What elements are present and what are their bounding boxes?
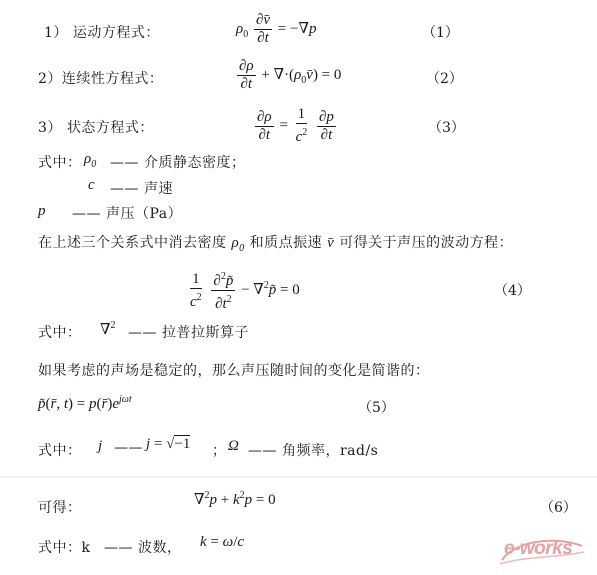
rho0-inline: $\rho_0$: [231, 235, 245, 254]
velocity-inline: v̄: [327, 235, 335, 251]
j-definition: j = √−1: [146, 436, 191, 452]
definitions-prefix-3: 式中：: [38, 443, 82, 459]
helmholtz-equation: $\nabla^2p + k^2p = 0$: [194, 490, 276, 508]
helmholtz-prefix: 可得：: [38, 500, 82, 516]
eq2-number: （2）: [426, 71, 463, 87]
eq1-formula: $\rho_0$ $\frac{\partial v̄}{\partial t}$ = −∇p: [236, 12, 317, 46]
definitions-prefix-2: 式中：: [38, 325, 82, 341]
derivation-part3: 可得关于声压的波动方程：: [339, 235, 514, 251]
eq3-formula: $\frac{\partial\rho}{\partial t}$ = $\frac{1}{c^2}$ $\frac{\partial p}{\partial t}$: [257, 106, 334, 145]
nabla-squared-symbol: ∇$^2$: [100, 320, 116, 338]
c-description: —— 声速: [110, 181, 173, 197]
definitions-prefix-4: 式中：k: [38, 540, 91, 556]
eq1-number: （1）: [422, 25, 459, 41]
watermark-text: e-works: [504, 538, 573, 559]
j-dash: ——: [114, 440, 143, 456]
eq6-number: （6）: [540, 500, 577, 516]
e-works-watermark: [496, 534, 586, 568]
definitions-prefix: 式中：: [38, 155, 82, 171]
nabla-description: —— 拉普拉斯算子: [128, 325, 249, 341]
eq3-number: （3）: [428, 120, 465, 136]
c-symbol: c: [88, 177, 95, 193]
j-symbol: j: [98, 438, 103, 454]
eq2-label: 2）连续性方程式：: [38, 71, 164, 87]
eq4-number: （4）: [494, 283, 531, 299]
omega-description: —— 角频率，rad/s: [248, 443, 379, 459]
derivation-part1: 在上述三个关系式中消去密度: [38, 235, 227, 251]
derivation-part2: 和质点振速: [249, 235, 323, 251]
k-description: —— 波数，: [104, 540, 182, 556]
separator: ；: [212, 443, 227, 459]
eq2-formula: $\frac{\partial\rho}{\partial t}$ + $\nabla\cdot(\rho_0v̄) = 0$: [239, 58, 342, 92]
eq3-label: 3） 状态方程式：: [38, 120, 154, 136]
eq5-number: （5）: [358, 400, 395, 416]
k-definition: k = ω/c: [200, 534, 245, 550]
wave-equation: $\frac{1}{c^2}$ $\frac{\partial^2p̃}{\partial t^2}$ − ∇$^2$p̃ = 0: [186, 268, 300, 313]
p-description: —— 声压（Pa）: [72, 206, 183, 222]
rho0-description: —— 介质静态密度；: [110, 155, 246, 171]
omega-symbol: Ω: [228, 438, 239, 454]
p-symbol: p: [38, 203, 46, 219]
harmonic-sentence: 如果考虑的声场是稳定的，那么声压随时间的变化是简谐的：: [38, 363, 430, 379]
eq1-label: 1） 运动方程式：: [44, 25, 160, 41]
section-divider: [0, 476, 597, 478]
derivation-sentence: [38, 232, 513, 254]
rho0-symbol: $\rho_0$: [84, 151, 97, 170]
harmonic-equation: p̃(r̄, $t) = p(r̄)e^{j\omega t}$: [38, 394, 132, 412]
